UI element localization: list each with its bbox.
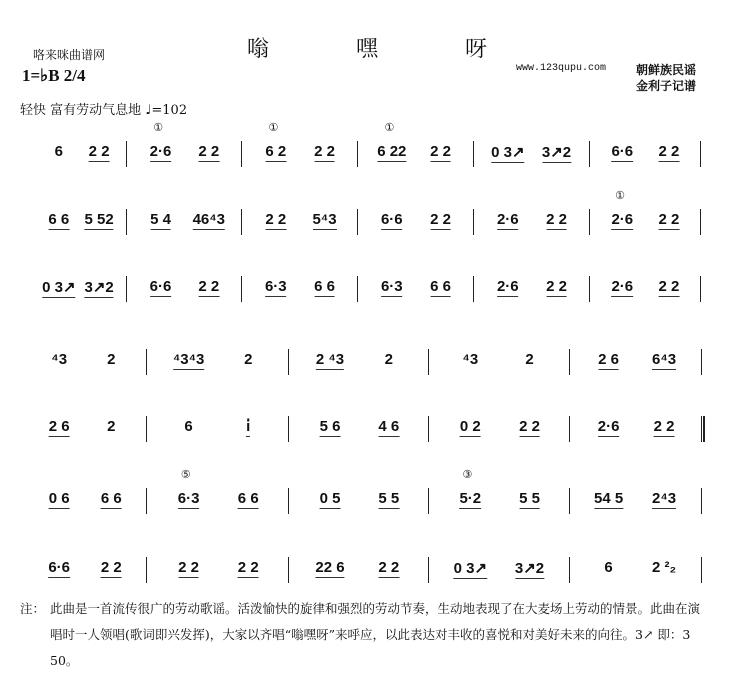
beat: ⁴3⁴3 — [172, 351, 205, 368]
beat: 2 2 — [430, 211, 451, 228]
beat: 2 2 — [658, 143, 680, 160]
beat: 6 — [184, 418, 193, 435]
bar-line — [288, 349, 289, 375]
beat: 6·3 — [264, 278, 287, 295]
beat: ⁴3 — [51, 351, 68, 368]
bar-line — [428, 488, 429, 514]
bar-line — [146, 488, 147, 514]
beat: 2⁴3 — [651, 490, 677, 507]
bar-line — [241, 141, 242, 167]
beat: 2 2 — [100, 559, 122, 576]
bar-line — [569, 557, 570, 583]
beat: 6 6 — [430, 278, 451, 295]
beat: 2·6 — [611, 278, 634, 295]
watermark-site: 咯来咪曲谱网 — [33, 48, 106, 62]
beat: 6·3 — [177, 490, 200, 507]
bar-line — [146, 349, 147, 375]
beat: 5 52 — [84, 211, 114, 228]
song-title: 嗡 嘿 呀 — [247, 37, 527, 62]
bar-line — [241, 209, 242, 235]
beat: 2 2 — [88, 143, 110, 160]
beat: 0 3↗ — [42, 279, 76, 296]
score-row — [0, 469, 734, 520]
footnote-label: 注： — [20, 601, 46, 616]
score-row — [0, 190, 734, 241]
score-row — [0, 268, 734, 308]
beat: 2 — [244, 351, 253, 368]
beat: 2 2 — [430, 143, 451, 160]
beat: 6 6 — [314, 278, 335, 295]
bar-line — [357, 276, 358, 302]
beat: 0 3↗ — [453, 560, 488, 577]
beat: 22 6 — [315, 559, 345, 576]
beat: 2 2 — [546, 278, 567, 295]
beat: 6·6 — [48, 559, 71, 576]
string-mark: ① — [268, 122, 279, 134]
beat: 2 6 — [48, 418, 70, 435]
beat: 2 ⁴3 — [315, 351, 345, 368]
score-row — [0, 408, 734, 448]
bar-line — [146, 416, 147, 442]
beat: 6·3 — [380, 278, 403, 295]
beat: 4 6 — [378, 418, 400, 435]
beat: 6 2 — [265, 143, 287, 160]
beat: 6·6 — [611, 143, 634, 160]
beat: 2·6 — [597, 418, 620, 435]
beat: 2·6 — [496, 211, 519, 228]
bar-line — [700, 209, 701, 235]
beat: 5 5 — [378, 490, 400, 507]
bar-line — [357, 141, 358, 167]
beat: 2 2 — [546, 211, 567, 228]
beat: 2 2 — [198, 278, 220, 295]
beat: 2 2 — [653, 418, 675, 435]
beat: ⁴3 — [462, 351, 479, 368]
beat: 6 6 — [48, 211, 70, 228]
beat: 2·6 — [611, 211, 634, 228]
credit-origin: 朝鲜族民谣 — [636, 63, 697, 77]
bar-line — [569, 416, 570, 442]
bar-line — [473, 141, 474, 167]
beat: 2 — [107, 418, 116, 435]
beat: 2 2 — [198, 143, 220, 160]
bar-line — [589, 209, 590, 235]
bar-line — [701, 416, 705, 442]
beat: i̇ — [246, 418, 251, 435]
bar-line — [589, 276, 590, 302]
beat: 5 5 — [519, 490, 540, 507]
bar-line — [701, 557, 702, 583]
beat: 5·2 — [459, 490, 482, 507]
bar-line — [701, 349, 702, 375]
score-row — [0, 341, 734, 381]
beat: 0 3↗ — [491, 144, 525, 161]
bar-line — [126, 141, 127, 167]
beat: 2 2 — [519, 418, 540, 435]
bar-line — [126, 209, 127, 235]
score-row — [0, 549, 734, 589]
beat: 5⁴3 — [312, 211, 337, 228]
beat: 2 2 — [265, 211, 287, 228]
string-mark: ① — [384, 122, 395, 134]
beat: 6 — [604, 559, 613, 576]
beat: 2 2 — [658, 211, 680, 228]
bar-line — [700, 276, 701, 302]
string-mark: ③ — [462, 469, 473, 481]
beat: 2 2 — [178, 559, 200, 576]
bar-line — [569, 349, 570, 375]
beat: 0 5 — [319, 490, 341, 507]
bar-line — [288, 557, 289, 583]
beat: 2 — [525, 351, 534, 368]
beat: 2·6 — [149, 143, 172, 160]
bar-line — [126, 276, 127, 302]
beat: 0 2 — [459, 418, 481, 435]
beat: 2 — [384, 351, 393, 368]
bar-line — [569, 488, 570, 514]
string-mark: ① — [615, 190, 626, 202]
tempo-marking: 轻快 富有劳动气息地 ♩=102 — [20, 103, 188, 118]
footnote-text: 此曲是一首流传很广的劳动歌谣。活泼愉快的旋律和强烈的劳动节奏，生动地表现了在大麦场上劳动的情景。此曲在演唱时一人领唱(歌词即兴发挥)，大家以齐唱“嗡嘿呀”来呼应，以此表达对丰收的喜悦和对美好未来的向往。3↗ 即：3 50。 — [50, 601, 701, 668]
beat: 2 — [107, 351, 116, 368]
bar-line — [357, 209, 358, 235]
beat: 6 6 — [100, 490, 122, 507]
credit-transcriber: 金利子记谱 — [636, 79, 697, 93]
bar-line — [701, 488, 702, 514]
beat: 6⁴3 — [651, 351, 677, 368]
bar-line — [589, 141, 590, 167]
score-row — [0, 122, 734, 173]
beat: 6 22 — [377, 143, 407, 160]
bar-line — [473, 209, 474, 235]
beat: 6 — [54, 143, 63, 160]
beat: 0 6 — [48, 490, 70, 507]
bar-line — [700, 141, 701, 167]
key-signature: 1=♭B 2/4 — [22, 66, 86, 85]
bar-line — [428, 349, 429, 375]
beat: 2·6 — [496, 278, 519, 295]
beat: 3↗2 — [541, 144, 572, 161]
beat: 46⁴3 — [192, 211, 226, 228]
bar-line — [146, 557, 147, 583]
bar-line — [428, 416, 429, 442]
beat: 2 2 — [314, 143, 335, 160]
bar-line — [241, 276, 242, 302]
beat: 3↗2 — [514, 560, 545, 577]
beat: 3↗2 — [84, 279, 114, 296]
bar-line — [473, 276, 474, 302]
bar-line — [428, 557, 429, 583]
beat: 2 2 — [658, 278, 680, 295]
credits — [636, 62, 696, 94]
beat: 54 5 — [593, 490, 624, 507]
bar-line — [288, 416, 289, 442]
beat: 6 6 — [237, 490, 259, 507]
beat: 2 2 — [378, 559, 400, 576]
footnote — [20, 596, 710, 674]
watermark-url: www.123qupu.com — [516, 63, 607, 74]
beat: 5 4 — [150, 211, 171, 228]
beat: 2 2 — [237, 559, 259, 576]
beat: 6·6 — [149, 278, 172, 295]
string-mark: ① — [153, 122, 164, 134]
beat: 5 6 — [319, 418, 341, 435]
beat: 2 6 — [598, 351, 620, 368]
string-mark: ⑤ — [180, 469, 191, 481]
bar-line — [288, 488, 289, 514]
beat: 2 ²₂ — [651, 559, 677, 576]
beat: 6·6 — [380, 211, 403, 228]
